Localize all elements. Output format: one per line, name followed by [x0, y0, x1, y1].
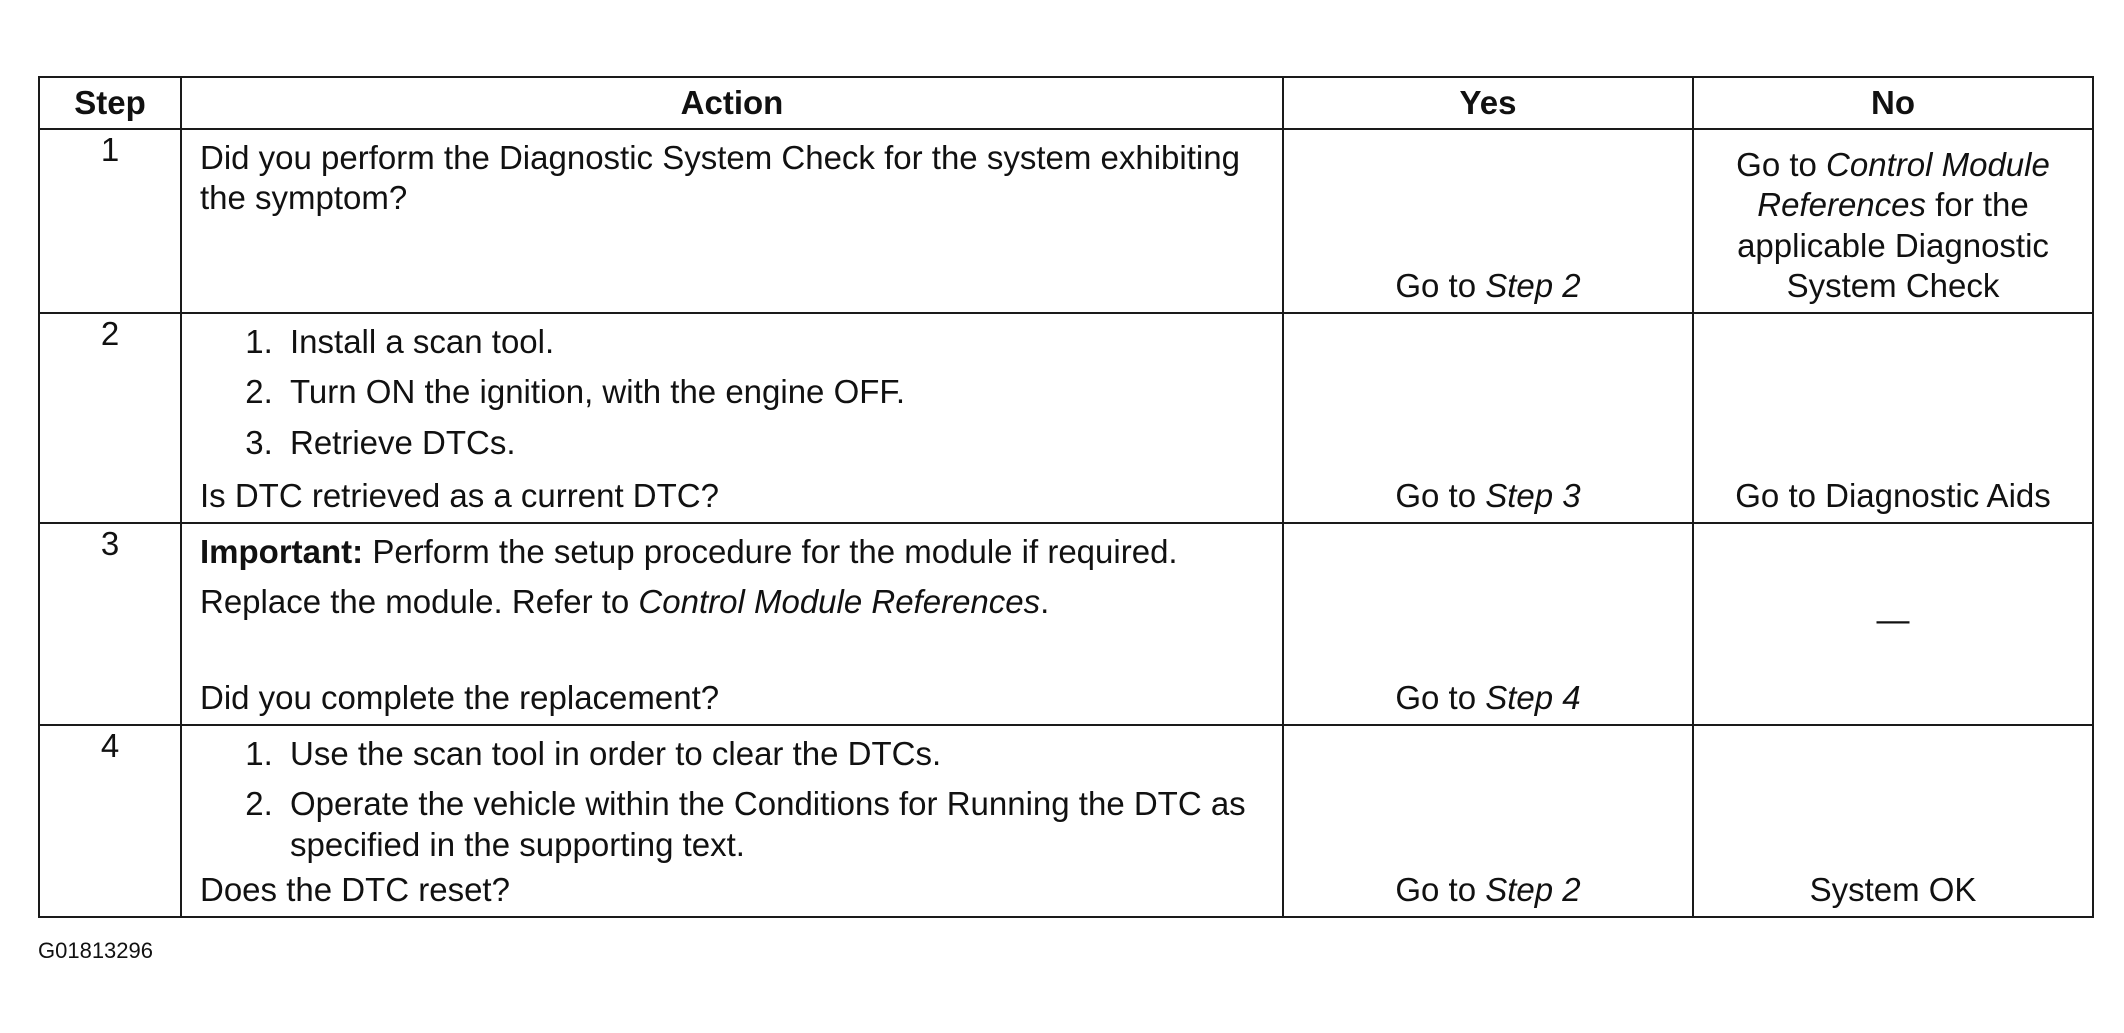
header-yes: Yes — [1283, 77, 1693, 129]
list-item: 1. Install a scan tool. — [282, 322, 1266, 362]
action-cell — [181, 129, 1283, 313]
step-number: 3 — [39, 523, 181, 725]
list-item: 2. Turn ON the ignition, with the engine OFF. — [282, 372, 1266, 412]
header-no: No — [1693, 77, 2093, 129]
no-result: — — [1876, 600, 1910, 638]
replace-instruction: Replace the module. Refer to Control Module References. — [200, 583, 1050, 621]
yes-cell — [1283, 313, 1693, 523]
no-cell — [1693, 725, 2093, 917]
list-item: 3. Retrieve DTCs. — [282, 423, 1266, 463]
no-result: Go to Diagnostic Aids — [1735, 476, 2051, 514]
header-step: Step — [39, 77, 181, 129]
no-cell — [1693, 129, 2093, 313]
yes-cell — [1283, 725, 1693, 917]
yes-result: Go to Step 2 — [1395, 266, 1581, 304]
step-number: 1 — [39, 129, 181, 313]
yes-result: Go to Step 4 — [1395, 678, 1581, 716]
important-note: Important: Perform the setup procedure for the module if required. — [200, 533, 1178, 570]
table-row — [39, 129, 2093, 313]
yes-cell — [1283, 129, 1693, 313]
action-cell — [181, 523, 1283, 725]
important-label: Important: — [200, 533, 364, 570]
no-cell — [1693, 313, 2093, 523]
table-row — [39, 725, 2093, 917]
yes-result: Go to Step 3 — [1395, 476, 1581, 514]
action-steps-list — [200, 734, 1266, 865]
no-result: Go to Control Module References for the applicable Diagnostic System Check — [1736, 146, 2050, 304]
table-header-row — [39, 77, 2093, 129]
no-cell — [1693, 523, 2093, 725]
action-cell — [181, 313, 1283, 523]
step-number: 4 — [39, 725, 181, 917]
step-number: 2 — [39, 313, 181, 523]
table-row — [39, 313, 2093, 523]
diagnostic-table-container — [38, 76, 2092, 918]
figure-id: G01813296 — [38, 938, 153, 963]
table-row — [39, 523, 2093, 725]
yes-result: Go to Step 2 — [1395, 870, 1581, 908]
list-item: 1. Use the scan tool in order to clear the DTCs. — [282, 734, 1266, 774]
action-steps-list — [200, 322, 1266, 463]
action-question: Did you complete the replacement? — [200, 678, 720, 716]
list-item: 2. Operate the vehicle within the Conditions for Running the DTC as specified in the supporting text. — [282, 784, 1266, 865]
diagnostic-table — [38, 76, 2094, 918]
header-action: Action — [181, 77, 1283, 129]
yes-cell — [1283, 523, 1693, 725]
action-question: Does the DTC reset? — [200, 870, 510, 908]
no-result: System OK — [1809, 870, 1977, 908]
action-question: Is DTC retrieved as a current DTC? — [200, 476, 719, 514]
action-text: Did you perform the Diagnostic System Check for the system exhibiting the symptom? — [200, 139, 1240, 217]
action-cell — [181, 725, 1283, 917]
